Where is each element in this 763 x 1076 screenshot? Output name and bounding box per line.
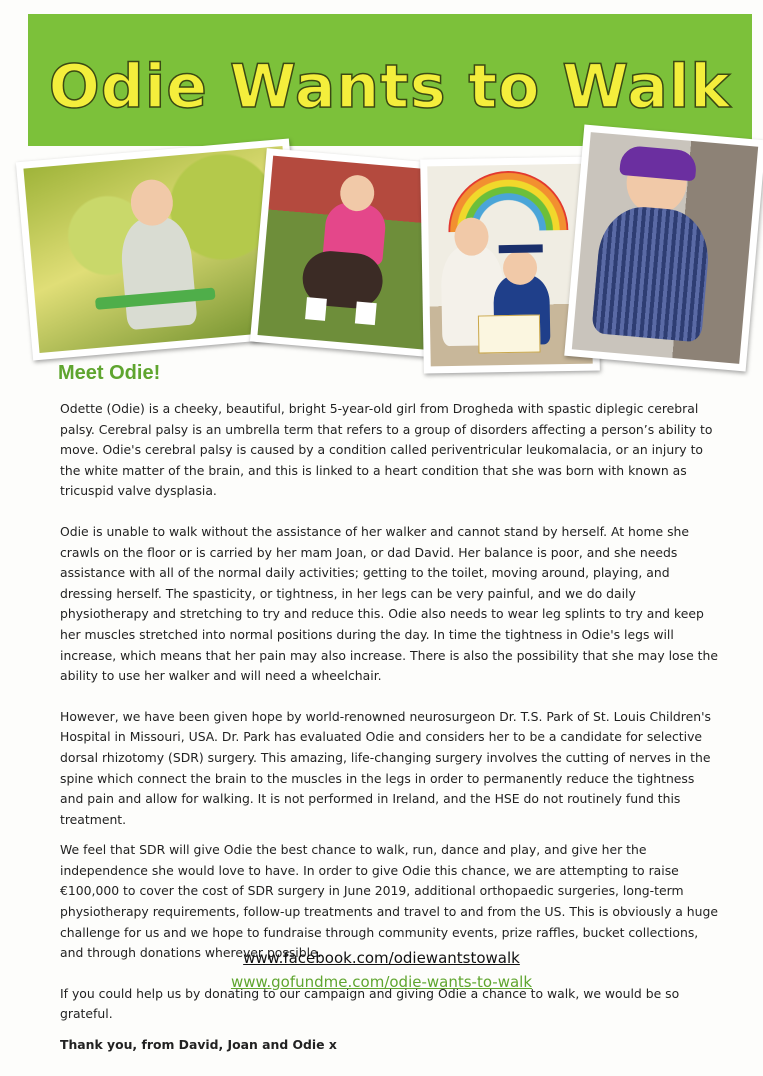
paragraph: Odie is unable to walk without the assistance of her walker and cannot stand by herself. At home she crawls on the floor or is carried by her mam Joan, or dad David. Her balance is poor, and she needs assistance with all of the normal daily activities; getting to the toilet, moving around, playing, and dressing herself. The spasticity, or tightness, in her legs can be very painful, and we do daily physiotherapy and stretching to try and reduce this. Odie also needs to wear leg splints to try and keep her muscles stretched into normal positions during the day. In time the tightness in Odie's legs will increase, which means that her pain may also increase. There is also the possibility that she may lose the ability to use her walker and will need a wheelchair. [60, 523, 718, 684]
page-title: Odie Wants to Walk [48, 52, 732, 122]
section-heading: Meet Odie! [58, 362, 161, 384]
paragraph: If you could help us by donating to our campaign and giving Odie a chance to walk, we would be so grateful. [60, 985, 680, 1022]
photo-girl-in-mask [564, 125, 763, 372]
paragraph: Odette (Odie) is a cheeky, beautiful, bright 5-year-old girl from Drogheda with spastic diplegic cerebral palsy. Cerebral palsy is an umbrella term that refers to a group of disorders affecting a person’s ability to move. Odie's cerebral palsy is caused by a condition called periventricular leukomalacia, or an injury to the white matter of the brain, and this is linked to a heart condition that she was born with known as tricuspid valve dysplasia. [60, 401, 713, 499]
paragraph: We feel that SDR will give Odie the best chance to walk, run, dance and play, and give her the independence she would love to have. In order to give Odie this chance, we are attempting to raise €100,000 to cover the cost of SDR surgery in June 2019, additional orthopaedic surgeries, long-term physiotherapy requirements, follow-up treatments and travel to and from the US. This is obviously a huge challenge for us and we hope to fundraise through community events, prize raffles, bucket collections, and through donations wherever possible. [60, 842, 718, 961]
gofundme-link[interactable]: www.gofundme.com/odie-wants-to-walk [230, 973, 533, 991]
paragraph: However, we have been given hope by world-renowned neurosurgeon Dr. T.S. Park of St. Louis Children's Hospital in Missouri, USA. Dr. Park has evaluated Odie and considers her to be a candidate for selective dorsal rhizotomy (SDR) surgery. This amazing, life-changing surgery involves the cutting of nerves in the spine which connect the brain to the muscles in the legs in order to permanently reduce the tightness and pain and allow for walking. It is not performed in Ireland, and the HSE do not routinely fund this treatment. [60, 708, 711, 827]
facebook-link[interactable]: www.facebook.com/odiewantstowalk [243, 949, 520, 967]
links-block [0, 946, 763, 994]
sign-off: Thank you, from David, Joan and Odie x [60, 1037, 337, 1053]
